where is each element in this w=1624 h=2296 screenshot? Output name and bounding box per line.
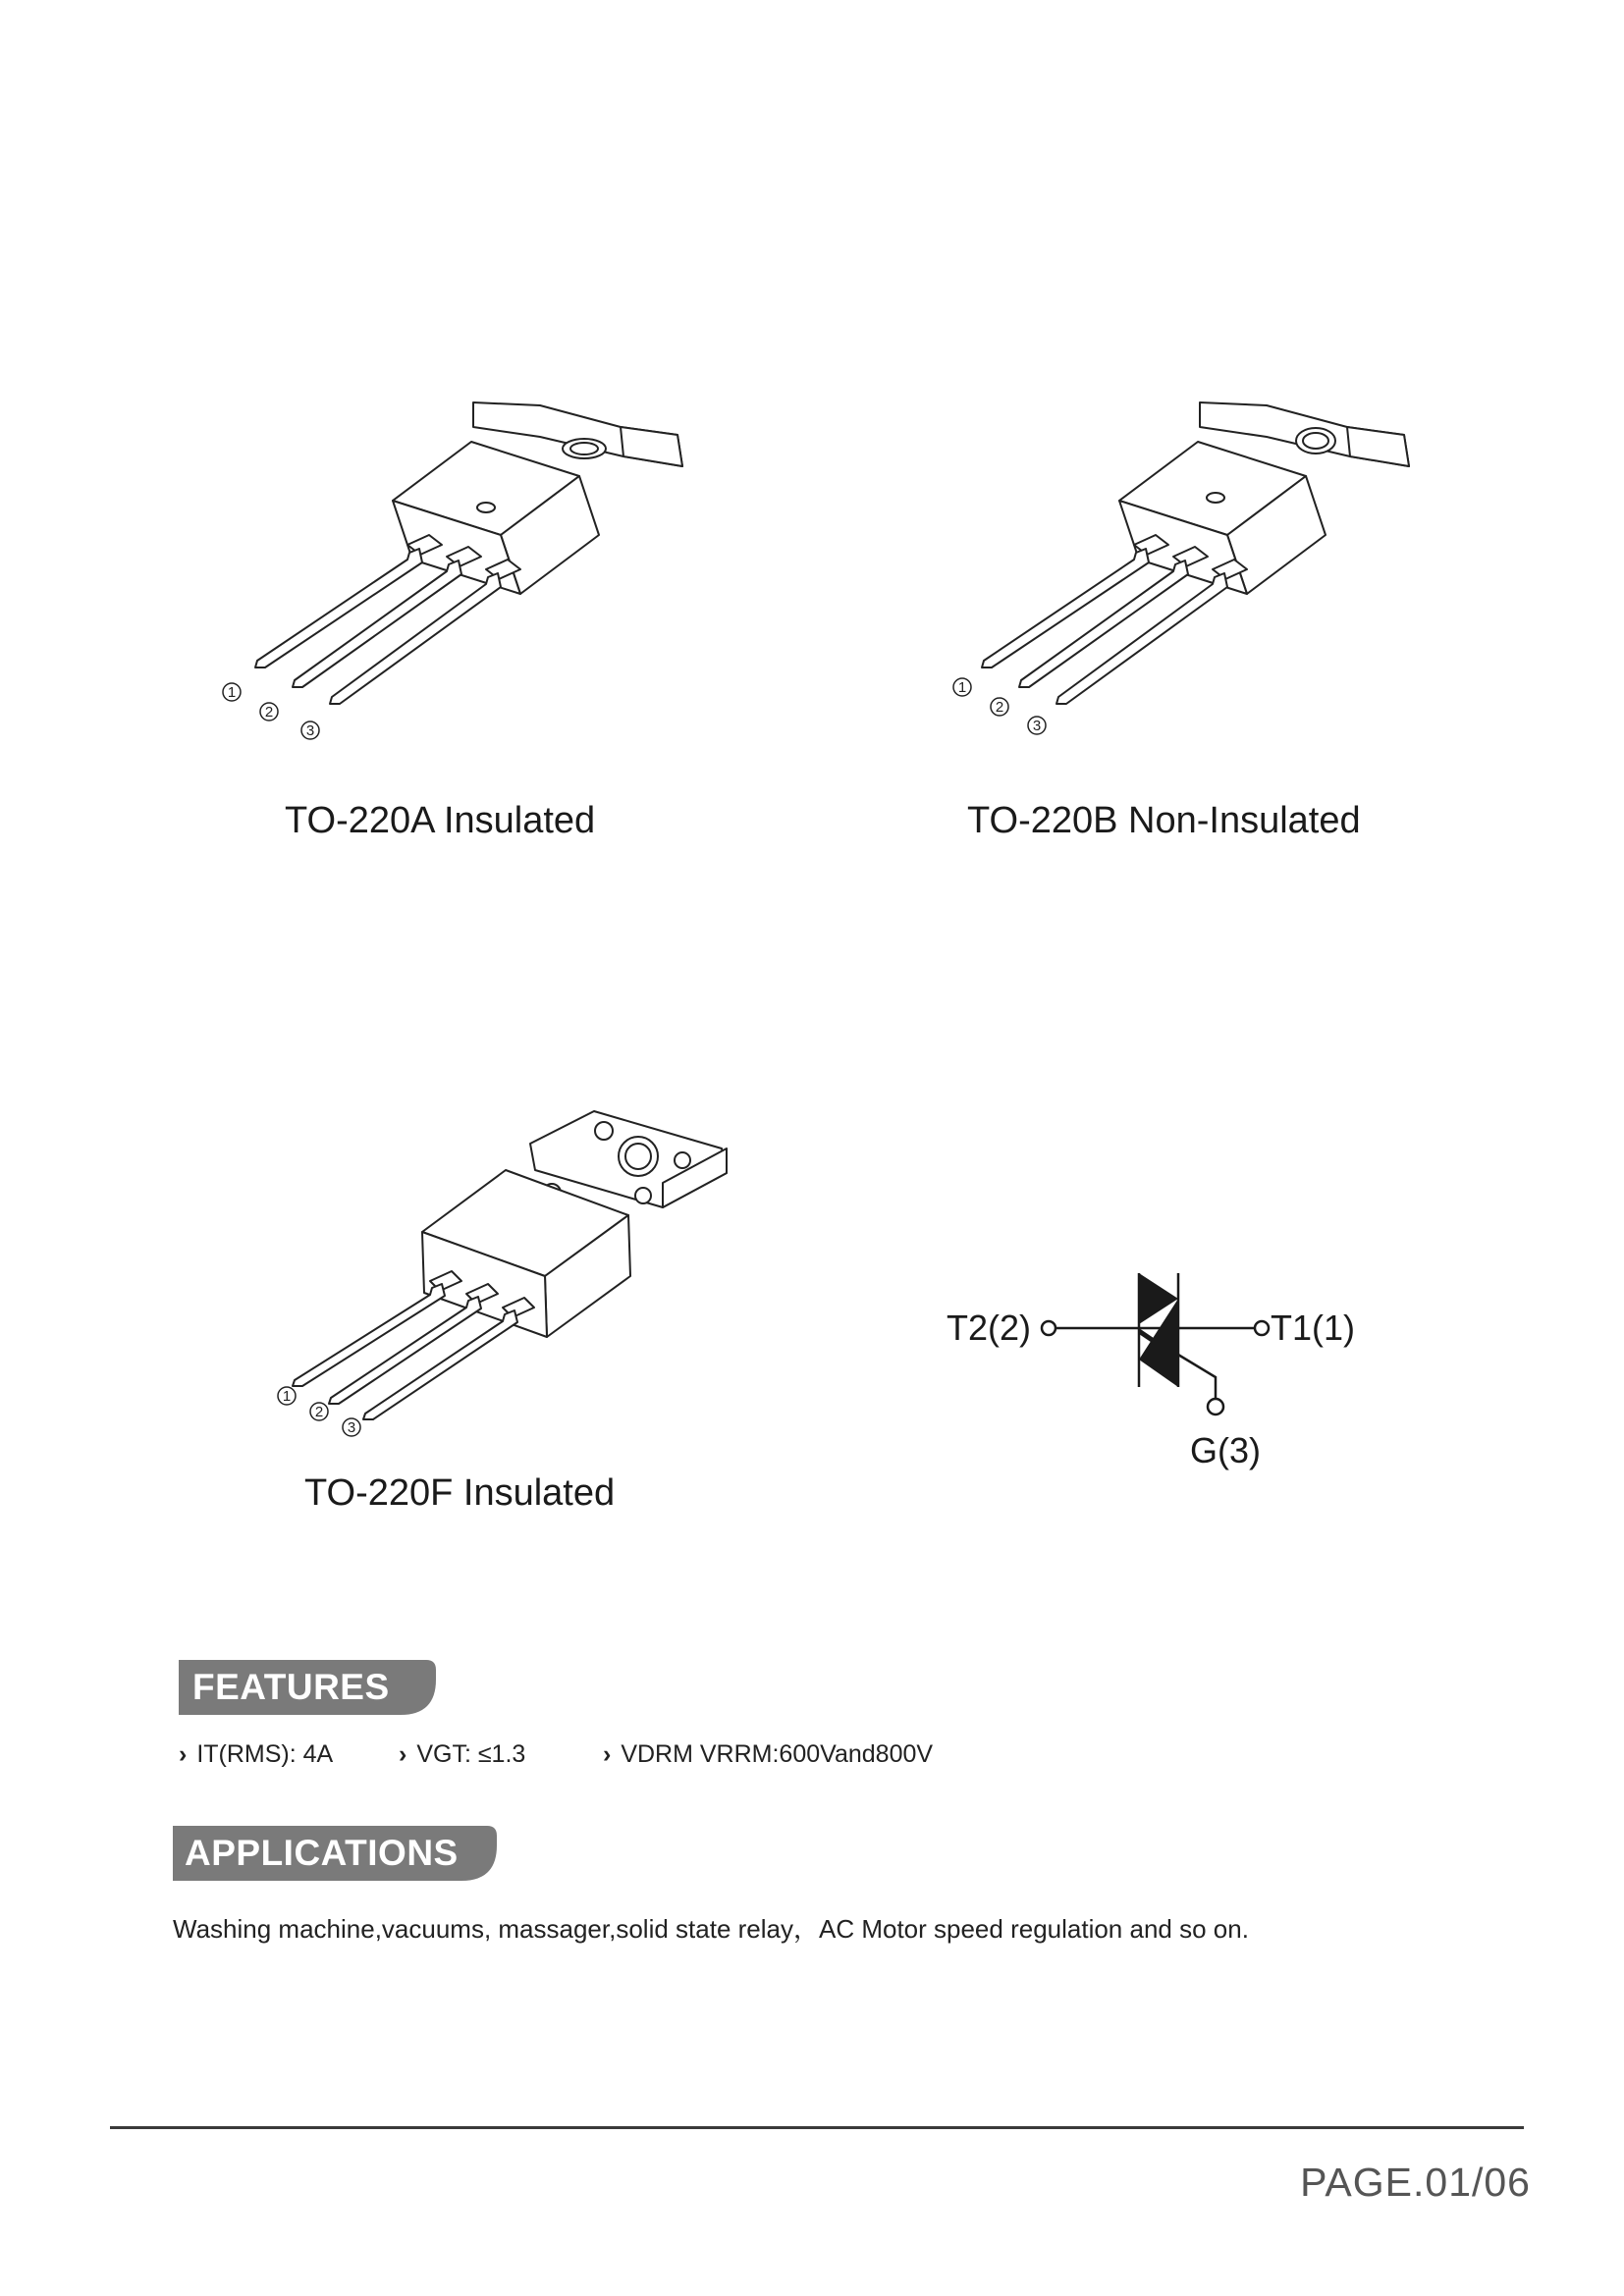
pin-number-1: 1 <box>227 684 237 701</box>
package-to220f-drawing <box>265 1099 746 1453</box>
pin-number-1: 1 <box>282 1388 292 1405</box>
footer-divider <box>110 2126 1524 2129</box>
applications-text: Washing machine,vacuums, massager,solid state relay，AC Motor speed regulation and so on. <box>173 1914 1249 1944</box>
feature-item-vgt <box>399 1740 525 1769</box>
applications-title: APPLICATIONS <box>185 1833 459 1873</box>
feature-text: VGT: ≤1.3 <box>416 1740 526 1768</box>
feature-text: IT(RMS): 4A <box>196 1740 334 1768</box>
feature-item-vdrm <box>603 1740 933 1769</box>
pin-number-3: 3 <box>1032 718 1042 734</box>
terminal-t2-label: T2(2) <box>947 1308 1032 1348</box>
terminal-t1-label: T1(1) <box>1271 1308 1355 1348</box>
pin-number-1: 1 <box>957 679 967 696</box>
chevron-right-icon: › <box>603 1740 612 1768</box>
feature-text: VDRM VRRM:600Vand800V <box>621 1740 934 1768</box>
triac-symbol <box>943 1261 1355 1487</box>
page-number: PAGE.01/06 <box>1300 2160 1531 2205</box>
terminal-gate-label: G(3) <box>1190 1430 1261 1470</box>
package-to220b-drawing <box>943 398 1434 751</box>
pin-number-3: 3 <box>305 722 315 739</box>
package-label-to220b: TO-220B Non-Insulated <box>967 800 1361 841</box>
pin-number-2: 2 <box>995 699 1004 716</box>
package-to220a-drawing <box>216 398 707 751</box>
pin-number-2: 2 <box>264 704 274 721</box>
pin-number-2: 2 <box>314 1404 324 1420</box>
package-label-to220a: TO-220A Insulated <box>285 800 596 841</box>
applications-heading-bar <box>173 1826 497 1881</box>
pin-number-3: 3 <box>347 1419 356 1436</box>
feature-item-itrms <box>179 1740 333 1769</box>
chevron-right-icon: › <box>399 1740 407 1768</box>
chevron-right-icon: › <box>179 1740 188 1768</box>
package-label-to220f: TO-220F Insulated <box>304 1472 616 1514</box>
features-heading-bar <box>179 1660 436 1715</box>
features-title: FEATURES <box>192 1667 390 1707</box>
